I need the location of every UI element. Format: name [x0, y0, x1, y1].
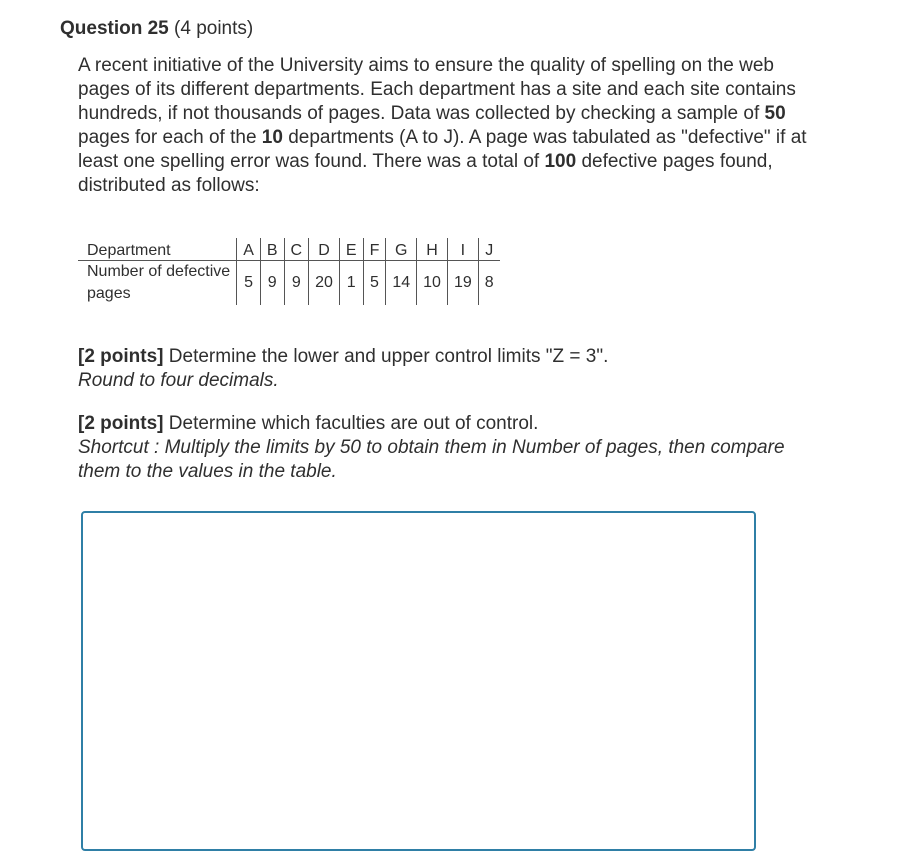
- defective-count-cell: 9: [284, 261, 309, 306]
- part-1-instructions: [78, 345, 798, 393]
- intro-text-2: pages for each of the: [78, 127, 262, 148]
- defective-count-cell: 1: [339, 261, 363, 306]
- defectives-row: [78, 261, 500, 306]
- department-cell: E: [339, 238, 363, 261]
- part-1-hint: Round to four decimals.: [78, 370, 279, 391]
- department-label: Department: [78, 238, 237, 261]
- department-cell: A: [237, 238, 261, 261]
- defective-count-cell: 20: [309, 261, 340, 306]
- defectives-label-line2: pages: [87, 285, 131, 302]
- part-2-hint: Shortcut : Multiply the limits by 50 to obtain them in Number of pages, then compare them to the values in the table.: [78, 437, 785, 482]
- part-2-instructions: [78, 412, 798, 484]
- question-text: [78, 54, 818, 198]
- defective-total: 100: [544, 151, 577, 172]
- defective-count-cell: 8: [478, 261, 499, 306]
- defectives-label-line1: Number of defective: [87, 263, 231, 280]
- answer-textarea[interactable]: [81, 511, 756, 851]
- intro-text-1: A recent initiative of the University aims to ensure the quality of spelling on the web pages of its different departments. Each department has a site and each site contains hundreds, if not thousands of pages. Data was collected by checking a sample of: [78, 55, 796, 124]
- department-row: [78, 238, 500, 261]
- department-cell: J: [478, 238, 499, 261]
- question-number: Question 25: [60, 18, 169, 39]
- defective-count-cell: 19: [447, 261, 478, 306]
- department-cell: D: [309, 238, 340, 261]
- department-cell: I: [447, 238, 478, 261]
- defective-count-cell: 10: [417, 261, 448, 306]
- defective-count-cell: 5: [237, 261, 261, 306]
- defective-count-cell: 9: [260, 261, 284, 306]
- intro-text-3: departments (A to J). A page was tabulated as "defective" if at least one spelling error was found. There was a total of: [78, 127, 807, 172]
- department-count: 10: [261, 127, 283, 148]
- part-1-text: Determine the lower and upper control limits "Z = 3".: [163, 346, 609, 367]
- defective-count-cell: 14: [386, 261, 417, 306]
- department-cell: G: [386, 238, 417, 261]
- question-points: (4 points): [174, 18, 254, 39]
- department-cell: B: [260, 238, 284, 261]
- defective-count-cell: 5: [363, 261, 386, 306]
- department-cell: H: [417, 238, 448, 261]
- defects-table: [78, 238, 500, 305]
- department-cell: C: [284, 238, 309, 261]
- part-2-points: [2 points]: [78, 413, 164, 434]
- part-1-points: [2 points]: [78, 346, 164, 367]
- sample-size: 50: [764, 103, 786, 124]
- part-2-text: Determine which faculties are out of control.: [163, 413, 539, 434]
- question-header: [60, 16, 253, 42]
- defectives-label: [78, 261, 237, 306]
- intro-text-4: defective pages found, distributed as follows:: [78, 151, 773, 196]
- department-cell: F: [363, 238, 386, 261]
